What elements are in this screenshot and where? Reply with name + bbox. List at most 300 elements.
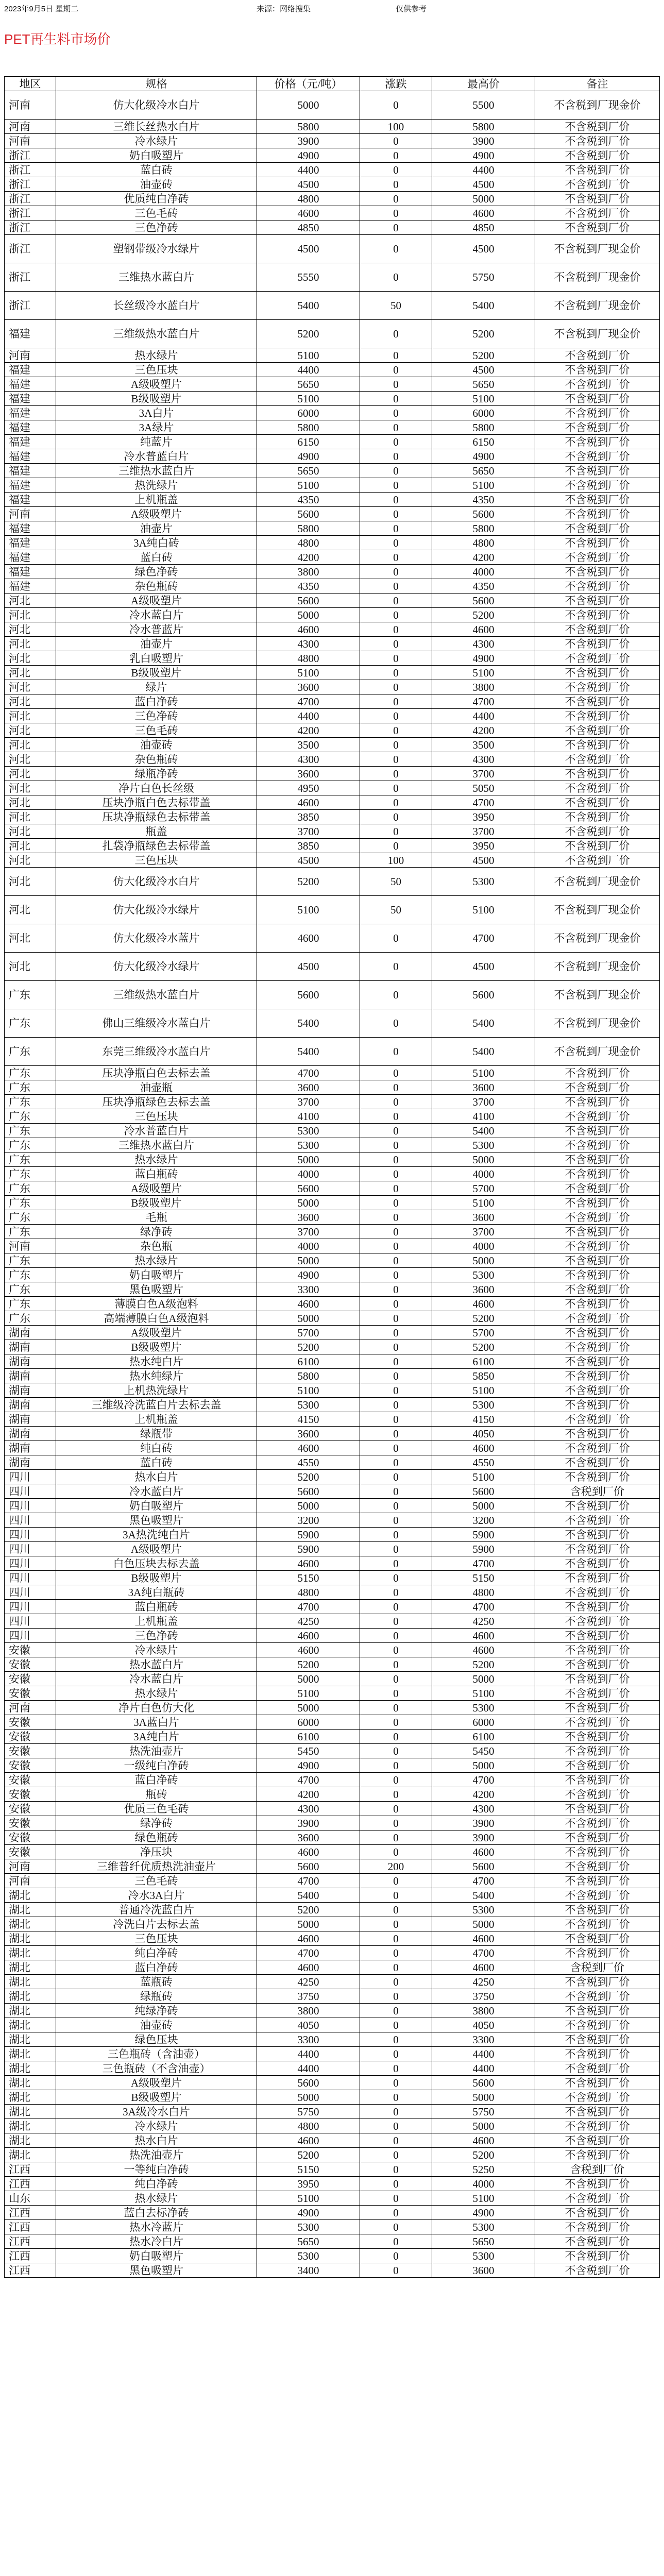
column-header-max-price: 最高价 xyxy=(432,77,535,91)
table-row xyxy=(5,709,660,723)
cell-max-price: 5450 xyxy=(432,1744,535,1758)
cell-region: 广东 xyxy=(5,981,56,1009)
cell-change: 0 xyxy=(360,795,432,810)
cell-price: 5600 xyxy=(257,1181,360,1196)
cell-remark: 不含税到厂价 xyxy=(535,781,660,795)
cell-remark: 不含税到厂价 xyxy=(535,1556,660,1571)
cell-price: 4900 xyxy=(257,449,360,464)
cell-remark: 不含税到厂价 xyxy=(535,2249,660,2263)
cell-max-price: 5300 xyxy=(432,2220,535,2234)
cell-price: 3700 xyxy=(257,1095,360,1109)
cell-region: 湖南 xyxy=(5,1383,56,1398)
cell-change: 0 xyxy=(360,2148,432,2162)
cell-region: 四川 xyxy=(5,1571,56,1585)
cell-region: 江西 xyxy=(5,2263,56,2278)
cell-remark: 不含税到厂价 xyxy=(535,810,660,824)
cell-region: 浙江 xyxy=(5,192,56,206)
table-row xyxy=(5,406,660,420)
cell-remark: 不含税到厂价 xyxy=(535,1066,660,1080)
cell-price: 5550 xyxy=(257,263,360,292)
column-header-price: 价格（元/吨） xyxy=(257,77,360,91)
table-row xyxy=(5,1542,660,1556)
cell-spec: 薄膜白色A级泡料 xyxy=(56,1297,257,1311)
page-title: PET再生料市场价 xyxy=(4,31,111,47)
cell-max-price: 4100 xyxy=(432,1109,535,1124)
table-row xyxy=(5,1484,660,1499)
cell-remark: 不含税到厂现金价 xyxy=(535,292,660,320)
cell-price: 3400 xyxy=(257,2263,360,2278)
cell-spec: 3A热洗纯白片 xyxy=(56,1528,257,1542)
cell-change: 0 xyxy=(360,521,432,536)
cell-change: 0 xyxy=(360,1253,432,1268)
cell-remark: 不含税到厂价 xyxy=(535,493,660,507)
table-row xyxy=(5,824,660,839)
cell-price: 4950 xyxy=(257,781,360,795)
cell-change: 0 xyxy=(360,694,432,709)
cell-spec: 三色瓶砖（不含油壶） xyxy=(56,2061,257,2076)
cell-spec: 奶白吸塑片 xyxy=(56,1499,257,1513)
cell-change: 0 xyxy=(360,824,432,839)
cell-price: 3900 xyxy=(257,134,360,148)
cell-remark: 不含税到厂价 xyxy=(535,1831,660,1845)
cell-spec: 净压块 xyxy=(56,1845,257,1859)
cell-region: 四川 xyxy=(5,1499,56,1513)
cell-price: 5000 xyxy=(257,1701,360,1715)
cell-spec: 油壶片 xyxy=(56,637,257,651)
table-row xyxy=(5,163,660,177)
cell-max-price: 4250 xyxy=(432,1975,535,1989)
cell-remark: 不含税到厂价 xyxy=(535,1196,660,1210)
cell-max-price: 5900 xyxy=(432,1542,535,1556)
cell-remark: 不含税到厂价 xyxy=(535,2191,660,2206)
cell-spec: 蓝白净砖 xyxy=(56,1960,257,1975)
cell-region: 河北 xyxy=(5,824,56,839)
cell-max-price: 5800 xyxy=(432,420,535,435)
cell-remark: 不含税到厂价 xyxy=(535,1513,660,1528)
cell-spec: 奶白吸塑片 xyxy=(56,1268,257,1282)
cell-change: 0 xyxy=(360,2234,432,2249)
cell-price: 3850 xyxy=(257,810,360,824)
cell-price: 4900 xyxy=(257,1758,360,1773)
cell-change: 0 xyxy=(360,1874,432,1888)
cell-spec: 纯蓝片 xyxy=(56,435,257,449)
cell-spec: 纯绿净砖 xyxy=(56,2004,257,2018)
cell-remark: 不含税到厂价 xyxy=(535,723,660,738)
cell-spec: 压块净瓶白色去标去盖 xyxy=(56,1066,257,1080)
cell-spec: 蓝白净砖 xyxy=(56,694,257,709)
cell-max-price: 4600 xyxy=(432,1931,535,1946)
table-row xyxy=(5,1181,660,1196)
cell-price: 5150 xyxy=(257,1571,360,1585)
cell-change: 0 xyxy=(360,1960,432,1975)
cell-spec: 绿净砖 xyxy=(56,1225,257,1239)
table-row xyxy=(5,1960,660,1975)
cell-change: 0 xyxy=(360,163,432,177)
table-row xyxy=(5,2234,660,2249)
cell-region: 安徽 xyxy=(5,1787,56,1802)
cell-price: 5000 xyxy=(257,1196,360,1210)
cell-spec: 热洗油壶片 xyxy=(56,1744,257,1758)
cell-max-price: 5000 xyxy=(432,1672,535,1686)
cell-remark: 不含税到厂价 xyxy=(535,221,660,235)
cell-region: 河北 xyxy=(5,924,56,953)
cell-max-price: 3600 xyxy=(432,2263,535,2278)
cell-remark: 不含税到厂价 xyxy=(535,752,660,767)
cell-remark: 不含税到厂价 xyxy=(535,1845,660,1859)
table-row xyxy=(5,1124,660,1138)
table-row xyxy=(5,2249,660,2263)
cell-change: 0 xyxy=(360,1657,432,1672)
cell-remark: 不含税到厂价 xyxy=(535,1239,660,1253)
cell-max-price: 5300 xyxy=(432,1138,535,1153)
table-row xyxy=(5,1239,660,1253)
cell-remark: 不含税到厂价 xyxy=(535,1614,660,1629)
cell-price: 3600 xyxy=(257,1210,360,1225)
cell-remark: 不含税到厂价 xyxy=(535,2148,660,2162)
cell-remark: 不含税到厂价 xyxy=(535,1095,660,1109)
table-row xyxy=(5,839,660,853)
cell-remark: 不含税到厂价 xyxy=(535,795,660,810)
cell-region: 湖南 xyxy=(5,1340,56,1354)
cell-max-price: 5200 xyxy=(432,320,535,348)
cell-price: 4800 xyxy=(257,1585,360,1600)
cell-change: 0 xyxy=(360,2206,432,2220)
cell-max-price: 5200 xyxy=(432,1340,535,1354)
table-row xyxy=(5,868,660,896)
cell-price: 5100 xyxy=(257,478,360,493)
cell-price: 4250 xyxy=(257,1614,360,1629)
cell-remark: 不含税到厂价 xyxy=(535,1109,660,1124)
table-row xyxy=(5,1513,660,1528)
cell-price: 4600 xyxy=(257,924,360,953)
cell-remark: 不含税到厂价 xyxy=(535,1354,660,1369)
cell-region: 湖南 xyxy=(5,1441,56,1455)
cell-spec: 三色毛砖 xyxy=(56,1874,257,1888)
table-row xyxy=(5,1311,660,1326)
cell-change: 0 xyxy=(360,392,432,406)
table-row xyxy=(5,120,660,134)
cell-spec: 仿大化级冷水白片 xyxy=(56,91,257,120)
cell-max-price: 5000 xyxy=(432,1758,535,1773)
cell-max-price: 5100 xyxy=(432,1383,535,1398)
cell-change: 0 xyxy=(360,781,432,795)
table-row xyxy=(5,723,660,738)
cell-region: 湖北 xyxy=(5,2076,56,2090)
cell-change: 0 xyxy=(360,1629,432,1643)
table-row xyxy=(5,738,660,752)
table-row xyxy=(5,1831,660,1845)
cell-spec: 热水绿片 xyxy=(56,1153,257,1167)
cell-max-price: 5800 xyxy=(432,521,535,536)
cell-max-price: 5200 xyxy=(432,348,535,363)
cell-max-price: 4500 xyxy=(432,235,535,263)
cell-change: 0 xyxy=(360,1528,432,1542)
cell-change: 0 xyxy=(360,2090,432,2105)
cell-change: 0 xyxy=(360,2061,432,2076)
cell-spec: A级吸塑片 xyxy=(56,377,257,392)
cell-spec: 冷水绿片 xyxy=(56,2119,257,2133)
cell-change: 0 xyxy=(360,2220,432,2234)
table-row xyxy=(5,1455,660,1470)
cell-spec: 热水纯绿片 xyxy=(56,1369,257,1383)
cell-change: 0 xyxy=(360,2263,432,2278)
cell-spec: 一等纯白净砖 xyxy=(56,2162,257,2177)
cell-change: 0 xyxy=(360,1831,432,1845)
cell-max-price: 4600 xyxy=(432,1629,535,1643)
cell-price: 3600 xyxy=(257,680,360,694)
cell-change: 0 xyxy=(360,1787,432,1802)
cell-spec: 油壶片 xyxy=(56,521,257,536)
cell-remark: 不含税到厂现金价 xyxy=(535,1009,660,1038)
cell-spec: 扎袋净瓶绿色去标带盖 xyxy=(56,839,257,853)
cell-spec: 热水蓝白片 xyxy=(56,1657,257,1672)
cell-price: 4300 xyxy=(257,1802,360,1816)
cell-remark: 不含税到厂价 xyxy=(535,1455,660,1470)
cell-spec: 三维热水蓝白片 xyxy=(56,464,257,478)
table-row xyxy=(5,464,660,478)
cell-region: 湖南 xyxy=(5,1455,56,1470)
cell-price: 5000 xyxy=(257,1499,360,1513)
cell-spec: 奶白吸塑片 xyxy=(56,148,257,163)
cell-max-price: 5600 xyxy=(432,594,535,608)
cell-max-price: 4600 xyxy=(432,1845,535,1859)
cell-price: 4800 xyxy=(257,2119,360,2133)
cell-price: 5300 xyxy=(257,2220,360,2234)
cell-region: 广东 xyxy=(5,1311,56,1326)
cell-spec: 3A级冷水白片 xyxy=(56,2105,257,2119)
cell-change: 0 xyxy=(360,1369,432,1383)
cell-remark: 不含税到厂价 xyxy=(535,1643,660,1657)
cell-price: 5300 xyxy=(257,1124,360,1138)
cell-region: 福建 xyxy=(5,435,56,449)
cell-remark: 不含税到厂价 xyxy=(535,1412,660,1427)
cell-change: 0 xyxy=(360,1427,432,1441)
cell-region: 福建 xyxy=(5,449,56,464)
table-row xyxy=(5,206,660,221)
cell-price: 6100 xyxy=(257,1730,360,1744)
table-row xyxy=(5,449,660,464)
cell-region: 广东 xyxy=(5,1196,56,1210)
cell-spec: 压块净瓶白色去标带盖 xyxy=(56,795,257,810)
cell-max-price: 4400 xyxy=(432,709,535,723)
cell-region: 安徽 xyxy=(5,1758,56,1773)
cell-region: 安徽 xyxy=(5,1744,56,1758)
cell-spec: 三色压块 xyxy=(56,1109,257,1124)
cell-change: 0 xyxy=(360,1282,432,1297)
cell-price: 5600 xyxy=(257,507,360,521)
cell-region: 湖南 xyxy=(5,1354,56,1369)
cell-spec: 油壶瓶 xyxy=(56,1080,257,1095)
cell-remark: 含税到厂价 xyxy=(535,1960,660,1975)
table-row xyxy=(5,2090,660,2105)
cell-change: 0 xyxy=(360,1326,432,1340)
cell-region: 四川 xyxy=(5,1614,56,1629)
cell-region: 安徽 xyxy=(5,1845,56,1859)
cell-price: 4200 xyxy=(257,550,360,565)
cell-spec: 油壶砖 xyxy=(56,2018,257,2032)
table-row xyxy=(5,1095,660,1109)
cell-region: 河北 xyxy=(5,608,56,622)
cell-region: 福建 xyxy=(5,392,56,406)
cell-max-price: 4900 xyxy=(432,449,535,464)
cell-max-price: 3300 xyxy=(432,2032,535,2047)
cell-spec: 塑钢带级冷水绿片 xyxy=(56,235,257,263)
table-row xyxy=(5,853,660,868)
cell-max-price: 4800 xyxy=(432,536,535,550)
cell-max-price: 4250 xyxy=(432,1614,535,1629)
cell-change: 0 xyxy=(360,1455,432,1470)
cell-change: 0 xyxy=(360,1009,432,1038)
table-row xyxy=(5,2206,660,2220)
table-row xyxy=(5,263,660,292)
cell-region: 福建 xyxy=(5,493,56,507)
cell-price: 5200 xyxy=(257,1903,360,1917)
cell-remark: 不含税到厂价 xyxy=(535,1225,660,1239)
cell-spec: 东莞三维级冷水蓝白片 xyxy=(56,1038,257,1066)
table-row xyxy=(5,565,660,579)
cell-change: 0 xyxy=(360,1773,432,1787)
cell-max-price: 3200 xyxy=(432,1513,535,1528)
cell-spec: 3A白片 xyxy=(56,406,257,420)
cell-max-price: 3700 xyxy=(432,1095,535,1109)
cell-remark: 不含税到厂价 xyxy=(535,521,660,536)
cell-price: 4250 xyxy=(257,1975,360,1989)
cell-price: 5200 xyxy=(257,320,360,348)
cell-region: 河北 xyxy=(5,694,56,709)
cell-max-price: 6000 xyxy=(432,1715,535,1730)
cell-remark: 含税到厂价 xyxy=(535,1484,660,1499)
cell-max-price: 5000 xyxy=(432,1917,535,1931)
cell-change: 0 xyxy=(360,723,432,738)
cell-spec: 三色净砖 xyxy=(56,221,257,235)
cell-price: 5300 xyxy=(257,1138,360,1153)
table-row xyxy=(5,2004,660,2018)
cell-region: 广东 xyxy=(5,1009,56,1038)
cell-spec: 冷水普蓝片 xyxy=(56,622,257,637)
cell-price: 4300 xyxy=(257,752,360,767)
cell-spec: 3A纯白瓶砖 xyxy=(56,1585,257,1600)
cell-max-price: 5400 xyxy=(432,1009,535,1038)
cell-price: 3500 xyxy=(257,738,360,752)
cell-max-price: 3600 xyxy=(432,1210,535,1225)
table-row xyxy=(5,594,660,608)
cell-price: 4600 xyxy=(257,795,360,810)
table-row xyxy=(5,1701,660,1715)
cell-change: 0 xyxy=(360,1484,432,1499)
cell-remark: 不含税到厂价 xyxy=(535,1888,660,1903)
cell-change: 0 xyxy=(360,1297,432,1311)
cell-change: 0 xyxy=(360,1354,432,1369)
cell-change: 0 xyxy=(360,1931,432,1946)
table-row xyxy=(5,1744,660,1758)
cell-spec: 冷洗白片去标去盖 xyxy=(56,1917,257,1931)
cell-region: 浙江 xyxy=(5,177,56,192)
cell-max-price: 3600 xyxy=(432,1080,535,1095)
cell-change: 0 xyxy=(360,1730,432,1744)
table-row xyxy=(5,392,660,406)
cell-region: 湖北 xyxy=(5,1903,56,1917)
cell-region: 湖北 xyxy=(5,2133,56,2148)
cell-price: 5000 xyxy=(257,2090,360,2105)
cell-max-price: 4600 xyxy=(432,1441,535,1455)
cell-price: 4400 xyxy=(257,2047,360,2061)
cell-spec: 绿瓶砖 xyxy=(56,1989,257,2004)
cell-remark: 不含税到厂价 xyxy=(535,134,660,148)
cell-price: 5000 xyxy=(257,91,360,120)
cell-change: 0 xyxy=(360,1167,432,1181)
cell-region: 安徽 xyxy=(5,1715,56,1730)
cell-max-price: 4700 xyxy=(432,1556,535,1571)
table-row xyxy=(5,1629,660,1643)
cell-spec: 仿大化级冷水白片 xyxy=(56,868,257,896)
cell-region: 安徽 xyxy=(5,1816,56,1831)
cell-remark: 不含税到厂价 xyxy=(535,392,660,406)
cell-max-price: 4300 xyxy=(432,752,535,767)
cell-max-price: 4800 xyxy=(432,1585,535,1600)
cell-remark: 不含税到厂价 xyxy=(535,1470,660,1484)
cell-spec: 三色净砖 xyxy=(56,1629,257,1643)
table-row xyxy=(5,1773,660,1787)
cell-price: 4600 xyxy=(257,1629,360,1643)
cell-change: 0 xyxy=(360,608,432,622)
cell-remark: 不含税到厂价 xyxy=(535,1859,660,1874)
cell-change: 0 xyxy=(360,2105,432,2119)
cell-max-price: 4900 xyxy=(432,148,535,163)
cell-max-price: 6100 xyxy=(432,1354,535,1369)
cell-price: 4400 xyxy=(257,363,360,377)
price-table-container xyxy=(4,76,659,2278)
cell-spec: 油壶砖 xyxy=(56,738,257,752)
cell-change: 0 xyxy=(360,810,432,824)
cell-spec: 上机热洗绿片 xyxy=(56,1383,257,1398)
cell-change: 0 xyxy=(360,1585,432,1600)
cell-change: 0 xyxy=(360,594,432,608)
cell-region: 河北 xyxy=(5,594,56,608)
table-row xyxy=(5,1614,660,1629)
cell-price: 5600 xyxy=(257,594,360,608)
cell-max-price: 4600 xyxy=(432,1643,535,1657)
cell-max-price: 4000 xyxy=(432,2177,535,2191)
cell-spec: 黑色吸塑片 xyxy=(56,1282,257,1297)
cell-region: 湖北 xyxy=(5,1888,56,1903)
cell-max-price: 5300 xyxy=(432,2249,535,2263)
cell-max-price: 5750 xyxy=(432,2105,535,2119)
cell-remark: 不含税到厂价 xyxy=(535,507,660,521)
cell-change: 0 xyxy=(360,565,432,579)
cell-region: 湖南 xyxy=(5,1398,56,1412)
cell-max-price: 5650 xyxy=(432,377,535,392)
cell-change: 0 xyxy=(360,206,432,221)
cell-max-price: 3900 xyxy=(432,1831,535,1845)
cell-spec: 佛山三维级冷水蓝白片 xyxy=(56,1009,257,1038)
cell-remark: 不含税到厂价 xyxy=(535,767,660,781)
cell-remark: 不含税到厂价 xyxy=(535,550,660,565)
cell-region: 广东 xyxy=(5,1225,56,1239)
cell-remark: 不含税到厂价 xyxy=(535,637,660,651)
cell-change: 0 xyxy=(360,177,432,192)
cell-price: 4550 xyxy=(257,1455,360,1470)
cell-price: 4600 xyxy=(257,1960,360,1975)
table-row xyxy=(5,493,660,507)
cell-change: 0 xyxy=(360,1138,432,1153)
cell-region: 安徽 xyxy=(5,1831,56,1845)
cell-price: 3200 xyxy=(257,1513,360,1528)
cell-change: 0 xyxy=(360,709,432,723)
cell-remark: 不含税到厂价 xyxy=(535,1369,660,1383)
cell-price: 5300 xyxy=(257,2249,360,2263)
cell-price: 5900 xyxy=(257,1528,360,1542)
cell-change: 0 xyxy=(360,2047,432,2061)
